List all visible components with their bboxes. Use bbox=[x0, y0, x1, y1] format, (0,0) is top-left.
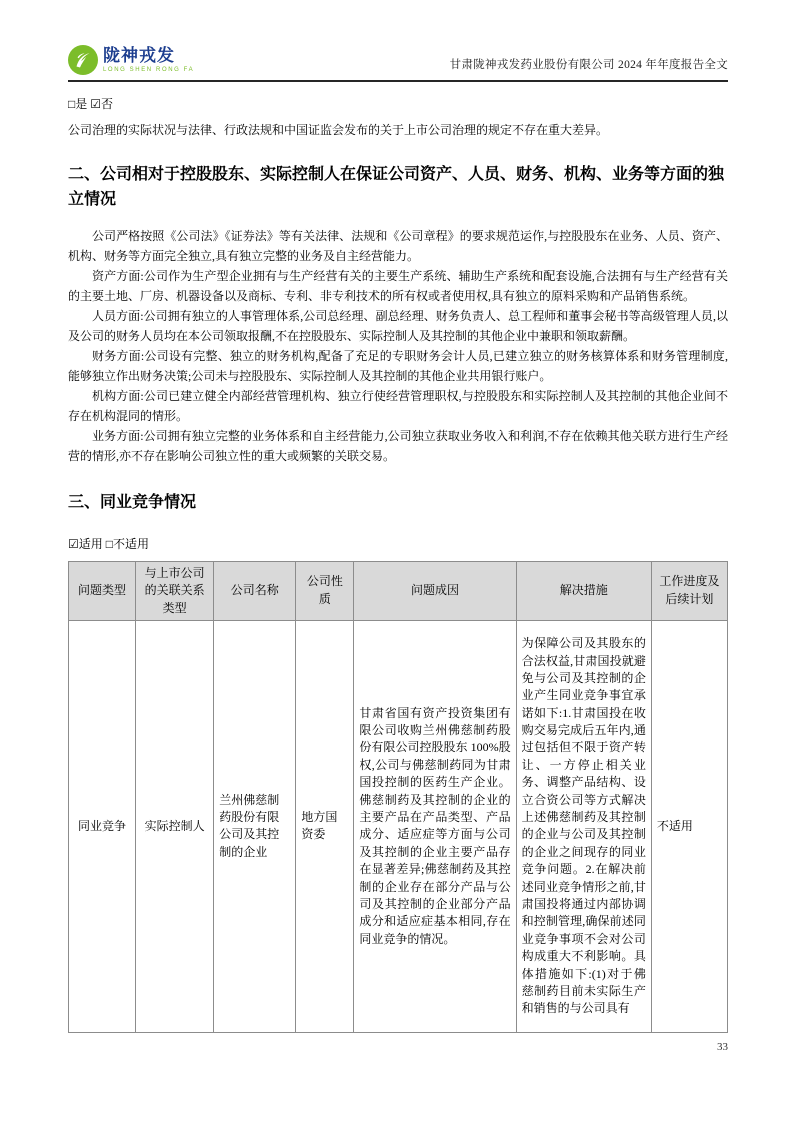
document-title: 甘肃陇神戎发药业股份有限公司 2024 年年度报告全文 bbox=[449, 59, 728, 71]
governance-statement: 公司治理的实际状况与法律、行政法规和中国证监会发布的关于上市公司治理的规定不存在重大差异。 bbox=[68, 123, 609, 137]
col-header-problem-type: 问题类型 bbox=[69, 561, 136, 620]
section3-title: 三、同业竞争情况 bbox=[68, 493, 197, 511]
section2-title: 二、公司相对于控股股东、实际控制人在保证公司资产、人员、财务、机构、业务等方面的独立情况 bbox=[68, 166, 725, 208]
cell-problem-type: 同业竞争 bbox=[69, 620, 136, 1032]
cell-measures: 为保障公司及其股东的合法权益,甘肃国投就避免与公司及其控制的企业产生同业竞争事宜承诺如下:1.甘肃国投在收购交易完成后五年内,通过包括但不限于资产转让、一方停止相关业务、调整产品结构、设立合资公司等方式解决上述佛慈制药及其控制的企业与公司及其控制的企业之间现存的同业竞争问题。2.在解决前述同业竞争情形之前,甘肃国投将通过内部协调和控制管理,确保前述同业竞争事项不会对公司构成重大不利影响。具体措施如下:(1)对于佛慈制药目前未实际生产和销售的与公司具有 bbox=[516, 620, 651, 1032]
section2-paragraphs bbox=[68, 226, 728, 466]
paragraph-business: 业务方面:公司拥有独立完整的业务体系和自主经营能力,公司独立获取业务收入和利润,不存在依赖其他关联方进行生产经营的情形,亦不存在影响公司独立性的重大或频繁的关联交易。 bbox=[68, 428, 728, 463]
page-number: 33 bbox=[717, 1041, 728, 1053]
paragraph-general-independence: 公司严格按照《公司法》《证券法》等有关法律、法规和《公司章程》的要求规范运作,与控股股东在业务、人员、资产、机构、财务等方面完全独立,具有独立完整的业务及自主经营能力。 bbox=[68, 228, 728, 263]
competition-table bbox=[68, 561, 728, 1033]
col-header-company-name: 公司名称 bbox=[214, 561, 296, 620]
logo-text bbox=[103, 47, 194, 73]
cell-company-nature: 地方国资委 bbox=[296, 620, 354, 1032]
col-header-progress: 工作进度及后续计划 bbox=[651, 561, 727, 620]
col-header-cause: 问题成因 bbox=[354, 561, 516, 620]
company-logo bbox=[68, 45, 194, 75]
cell-progress: 不适用 bbox=[651, 620, 727, 1032]
governance-answer-checkboxes: □是 ☑否 bbox=[68, 97, 114, 111]
brand-subtitle: LONG SHEN RONG FA bbox=[103, 67, 195, 73]
paragraph-finance: 财务方面:公司设有完整、独立的财务机构,配备了充足的专职财务会计人员,已建立独立的财务核算体系和财务管理制度,能够独立作出财务决策;公司未与控股股东、实际控制人及其控制的其他企业共用银行账户。 bbox=[68, 348, 728, 383]
paragraph-organization: 机构方面:公司已建立健全内部经营管理机构、独立行使经营管理职权,与控股股东和实际控制人及其控制的其他企业间不存在机构混同的情形。 bbox=[68, 388, 728, 423]
col-header-relation-type: 与上市公司的关联关系类型 bbox=[136, 561, 214, 620]
cell-cause: 甘肃省国有资产投资集团有限公司收购兰州佛慈制药股份有限公司控股股东 100%股权,公司与佛慈制药同为甘肃国投控制的医药生产企业。佛慈制药及其控制的企业的主要产品在产品类型、产品成分、适应症等方面与公司及其控制的企业主要产品存在显著差异;佛慈制药及其控制的企业存在部分产品与公司及其控制的企业部分产品成分和适应症基本相同,存在同业竞争的情况。 bbox=[354, 620, 516, 1032]
table-header-row bbox=[69, 561, 728, 620]
page-header bbox=[68, 45, 728, 82]
brand-name: 陇神戎发 bbox=[103, 46, 175, 65]
table-row bbox=[69, 620, 728, 1032]
longshen-logo-icon bbox=[68, 45, 98, 75]
applicability-checkboxes: ☑适用 □不适用 bbox=[68, 536, 150, 551]
paragraph-assets: 资产方面:公司作为生产型企业拥有与生产经营有关的主要生产系统、辅助生产系统和配套设施,合法拥有与生产经营有关的主要土地、厂房、机器设备以及商标、专利、非专利技术的所有权或者使用权,具有独立的原料采购和产品销售系统。 bbox=[68, 268, 728, 303]
paragraph-personnel: 人员方面:公司拥有独立的人事管理体系,公司总经理、副总经理、财务负责人、总工程师和董事会秘书等高级管理人员,以及公司的财务人员均在本公司领取报酬,不在控股股东、实际控制人及其控制的其他企业中兼职和领取薪酬。 bbox=[68, 308, 728, 343]
col-header-company-nature: 公司性质 bbox=[296, 561, 354, 620]
cell-company-name: 兰州佛慈制药股份有限公司及其控制的企业 bbox=[214, 620, 296, 1032]
col-header-measures: 解决措施 bbox=[516, 561, 651, 620]
cell-relation-type: 实际控制人 bbox=[136, 620, 214, 1032]
